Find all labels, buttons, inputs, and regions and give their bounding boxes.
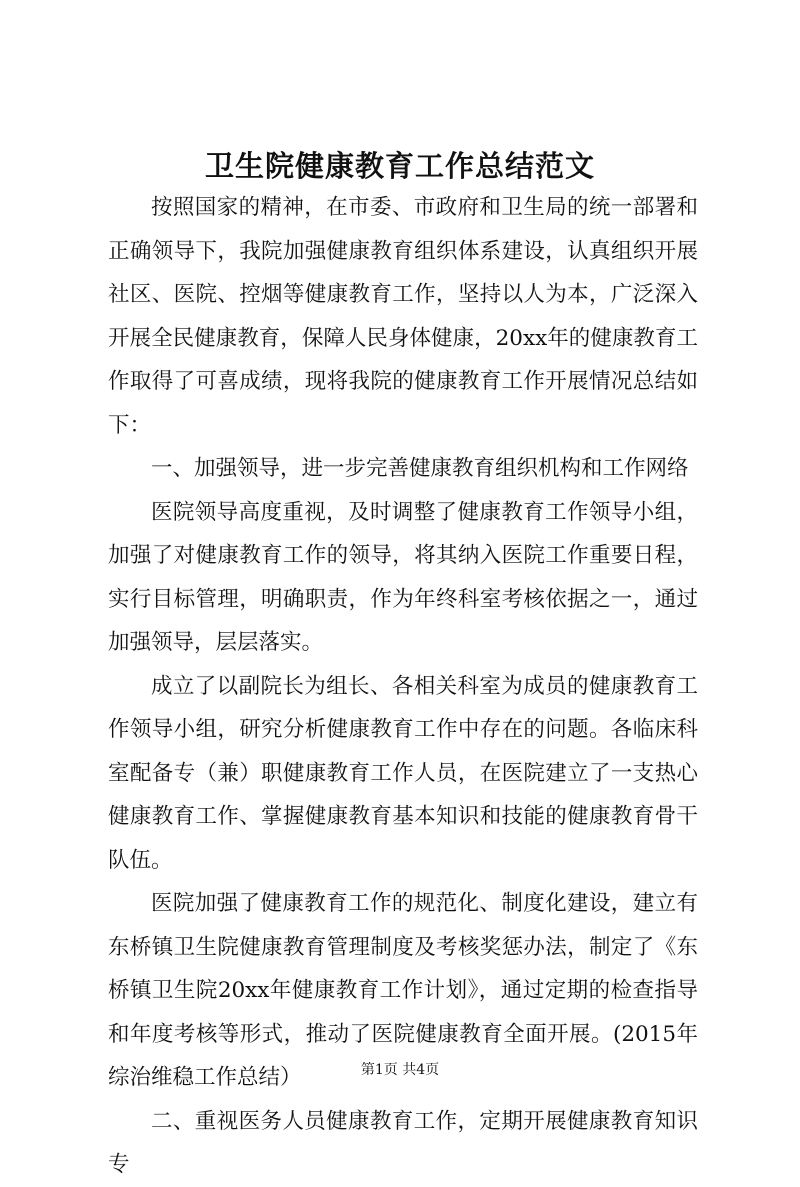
paragraph-team: 成立了以副院长为组长、各相关科室为成员的健康教育工作领导小组，研究分析健康教育工作中存在的问题。各临床科室配备专（兼）职健康教育工作人员，在医院建立了一支热心健康教育工作、掌握健康教育基本知识和技能的健康教育骨干队伍。 [108, 673, 698, 873]
document-body [108, 186, 698, 1187]
page-footer: 第1页 共4页 [360, 1062, 440, 1078]
section-heading-2: 二、重视医务人员健康教育工作，定期开展健康教育知识专 [108, 1108, 698, 1177]
section-heading-1: 一、加强领导，进一步完善健康教育组织机构和工作网络 [151, 456, 689, 481]
paragraph-leadership: 医院领导高度重视，及时调整了健康教育工作领导小组，加强了对健康教育工作的领导，将其纳入医院工作重要日程，实行目标管理，明确职责，作为年终科室考核依据之一，通过加强领导，层层落实。 [108, 499, 698, 655]
paragraph-intro: 按照国家的精神，在市委、市政府和卫生局的统一部署和正确领导下，我院加强健康教育组织体系建设，认真组织开展社区、医院、控烟等健康教育工作，坚持以人为本，广泛深入开展全民健康教育，保障人民身体健康，20xx年的健康教育工作取得了可喜成绩，现将我院的健康教育工作开展情况总结如下： [108, 195, 698, 438]
document-title: 卫生院健康教育工作总结范文 [204, 149, 595, 183]
paragraph-regulation: 医院加强了健康教育工作的规范化、制度化建设，建立有东桥镇卫生院健康教育管理制度及考核奖惩办法，制定了《东桥镇卫生院20xx年健康教育工作计划》，通过定期的检查指导和年度考核等形式，推动了医院健康教育全面开展。(2015年综治维稳工作总结） [108, 891, 698, 1090]
